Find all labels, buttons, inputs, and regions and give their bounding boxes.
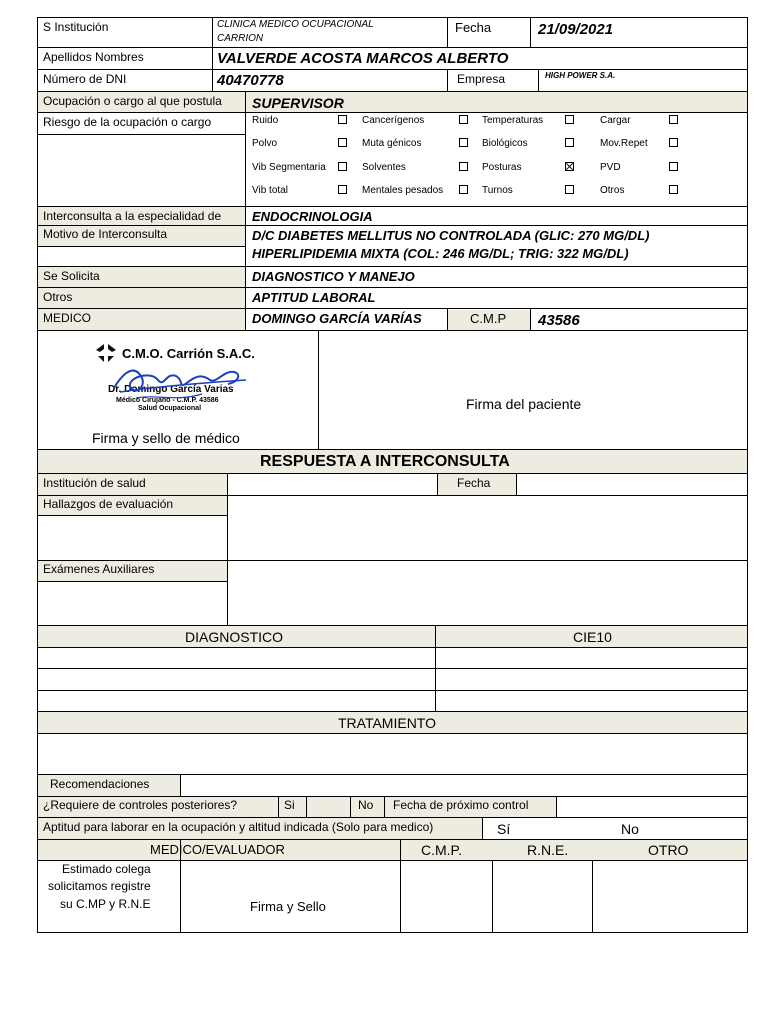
rule-h xyxy=(37,134,245,135)
risk-label: Biológicos xyxy=(482,138,528,149)
note-line1: Estimado colega xyxy=(62,862,151,876)
dni-value: 40470778 xyxy=(217,72,284,89)
tratamiento-label: TRATAMIENTO xyxy=(338,715,436,731)
rule-v xyxy=(482,817,483,839)
rule-v xyxy=(306,796,307,817)
proximo-control-label: Fecha de próximo control xyxy=(393,798,529,812)
firma-paciente-caption: Firma del paciente xyxy=(466,396,582,412)
rule-h xyxy=(37,647,748,648)
rule-v xyxy=(180,774,181,796)
institucion-salud-label: Institución de salud xyxy=(43,476,146,490)
stamp-doctor: Dr. Domingo García Varias xyxy=(108,384,234,395)
risk-checkbox[interactable] xyxy=(338,162,347,171)
risk-checkbox[interactable] xyxy=(459,185,468,194)
risk-label: Mentales pesados xyxy=(362,185,444,196)
rule-h xyxy=(37,308,748,309)
rule-h xyxy=(37,774,748,775)
rule-v xyxy=(447,69,448,91)
risk-checkbox[interactable] xyxy=(459,162,468,171)
rule-h xyxy=(37,625,748,626)
examenes-label: Exámenes Auxiliares xyxy=(43,562,155,576)
rule-h xyxy=(37,711,748,712)
shade-diagnostico xyxy=(37,626,747,648)
rule-v xyxy=(516,473,517,495)
firma-medico-caption: Firma y sello de médico xyxy=(92,430,240,446)
rule-h xyxy=(37,449,748,450)
risk-checkbox[interactable] xyxy=(565,138,574,147)
rule-h xyxy=(37,796,748,797)
risk-label: Polvo xyxy=(252,138,278,149)
medico-label: MEDICO xyxy=(43,311,91,325)
shade-evaluador-header xyxy=(37,840,747,861)
risk-checkbox[interactable] xyxy=(459,115,468,124)
rule-v xyxy=(447,308,448,330)
rule-h xyxy=(37,473,748,474)
cie10-label: CIE10 xyxy=(573,629,612,645)
risk-label: Cargar xyxy=(600,115,631,126)
rule-h xyxy=(37,69,748,70)
risk-checkbox[interactable] xyxy=(565,115,574,124)
rule-h xyxy=(37,225,748,226)
institucion-value-line1: CLINICA MEDICO OCUPACIONAL xyxy=(217,19,374,30)
aptitud-si[interactable]: Sí xyxy=(497,821,511,837)
risk-label: Ruido xyxy=(252,115,279,126)
motivo-line1: D/C DIABETES MELLITUS NO CONTROLADA (GLIC: 270 MG/DL) xyxy=(252,228,650,243)
solicita-label: Se Solicita xyxy=(43,269,100,283)
aptitud-label: Aptitud para laborar en la ocupación y altitud indicada (Solo para medico) xyxy=(43,820,434,834)
rule-v xyxy=(556,796,557,817)
risk-checkbox[interactable] xyxy=(669,138,678,147)
risk-checkbox[interactable] xyxy=(669,162,678,171)
apellidos-label: Apellidos Nombres xyxy=(43,50,144,64)
rule-h xyxy=(37,817,748,818)
rule-h xyxy=(37,330,748,331)
note-line2: solicitamos registre xyxy=(48,879,151,893)
rule-h xyxy=(37,560,748,561)
empresa-label: Empresa xyxy=(457,72,506,86)
respuesta-title: RESPUESTA A INTERCONSULTA xyxy=(260,453,510,470)
empresa-value: HIGH POWER S.A. xyxy=(545,71,616,80)
hallazgos-label: Hallazgos de evaluación xyxy=(43,497,174,511)
rule-v xyxy=(492,860,493,933)
cmp-resp-label: C.M.P. xyxy=(421,842,462,858)
apellidos-value: VALVERDE ACOSTA MARCOS ALBERTO xyxy=(217,50,509,67)
fecha-resp-label: Fecha xyxy=(457,476,491,490)
cmp-value: 43586 xyxy=(538,312,580,329)
rule-h xyxy=(37,690,748,691)
stamp-line3: Salud Ocupacional xyxy=(138,405,202,412)
risk-checkbox[interactable] xyxy=(459,138,468,147)
recomendaciones-label: Recomendaciones xyxy=(50,777,150,791)
rule-v xyxy=(435,625,436,711)
risk-label: Muta génicos xyxy=(362,138,422,149)
medico-value: DOMINGO GARCÍA VARÍAS xyxy=(252,311,422,326)
stamp-line2: Médico Cirujano - C.M.P. 43586 xyxy=(116,397,219,404)
risk-checkbox[interactable] xyxy=(338,115,347,124)
medico-evaluador-label: MEDICO/EVALUADOR xyxy=(150,842,285,857)
si-label: Si xyxy=(284,798,295,812)
institucion-label: S Institución xyxy=(43,20,109,34)
controles-label: ¿Requiere de controles posteriores? xyxy=(43,798,238,812)
solicita-value: DIAGNOSTICO Y MANEJO xyxy=(252,269,415,284)
rule-v xyxy=(530,308,531,330)
otros-label: Otros xyxy=(43,290,73,304)
risk-label: Cancerígenos xyxy=(362,115,425,126)
diagnostico-label: DIAGNOSTICO xyxy=(185,629,284,645)
risk-label: Mov.Repet xyxy=(600,138,648,149)
border-top xyxy=(37,17,748,18)
no-label: No xyxy=(358,798,374,812)
rule-v xyxy=(530,17,531,47)
rule-h xyxy=(37,112,748,113)
motivo-line2: HIPERLIPIDEMIA MIXTA (COL: 246 MG/DL; TRIG: 322 MG/DL) xyxy=(252,246,629,261)
risk-checkbox[interactable] xyxy=(669,185,678,194)
rule-h xyxy=(37,266,748,267)
risk-checkbox[interactable] xyxy=(338,185,347,194)
fecha-label: Fecha xyxy=(455,20,492,35)
riesgo-label: Riesgo de la ocupación o cargo xyxy=(43,115,212,129)
rule-v xyxy=(350,796,351,817)
cmp-label: C.M.P xyxy=(470,311,507,326)
risk-label: Temperaturas xyxy=(482,115,544,126)
rule-h xyxy=(37,246,245,247)
rule-v xyxy=(592,860,593,933)
rule-h xyxy=(37,581,227,582)
rne-label: R.N.E. xyxy=(527,842,569,858)
rule-h xyxy=(37,495,748,496)
risk-checkbox[interactable] xyxy=(565,162,574,171)
ocupacion-value: SUPERVISOR xyxy=(252,95,344,111)
rule-v xyxy=(437,473,438,495)
rule-h xyxy=(37,206,748,207)
motivo-label: Motivo de Interconsulta xyxy=(43,227,168,241)
risk-checkbox[interactable] xyxy=(669,115,678,124)
rule-v xyxy=(278,796,279,817)
ocupacion-label: Ocupación o cargo al que postula xyxy=(43,94,222,108)
risk-label: Vib total xyxy=(252,185,288,196)
fecha-value: 21/09/2021 xyxy=(538,21,614,38)
risk-label: PVD xyxy=(600,162,621,173)
aptitud-no[interactable]: No xyxy=(621,821,639,837)
rule-v xyxy=(227,473,228,626)
rule-h xyxy=(37,515,227,516)
risk-label: Vib Segmentaria xyxy=(252,162,326,173)
risk-checkbox[interactable] xyxy=(338,138,347,147)
especialidad-value: ENDOCRINOLOGIA xyxy=(252,209,373,224)
rule-v xyxy=(384,796,385,817)
border-bottom xyxy=(37,932,748,933)
rule-v xyxy=(318,330,319,449)
rule-v xyxy=(447,17,448,47)
rule-h xyxy=(37,860,748,861)
dni-label: Número de DNI xyxy=(43,72,127,86)
rule-v xyxy=(400,839,401,933)
otro-label: OTRO xyxy=(648,842,689,858)
rule-h xyxy=(37,839,748,840)
rule-h xyxy=(37,47,748,48)
risk-label: Posturas xyxy=(482,162,522,173)
rule-h xyxy=(37,668,748,669)
otros-value: APTITUD LABORAL xyxy=(252,290,376,305)
institucion-value-line2: CARRION xyxy=(217,33,264,44)
risk-label: Solventes xyxy=(362,162,406,173)
especialidad-label: Interconsulta a la especialidad de xyxy=(43,209,222,223)
stamp-company: C.M.O. Carrión S.A.C. xyxy=(122,346,255,361)
rule-v xyxy=(212,17,213,47)
risk-label: Otros xyxy=(600,185,625,196)
rule-h xyxy=(37,733,748,734)
note-line3: su C.MP y R.N.E xyxy=(60,897,151,911)
doctor-stamp xyxy=(80,336,280,424)
rule-h xyxy=(37,287,748,288)
risk-label: Turnos xyxy=(482,185,513,196)
rule-h xyxy=(37,91,748,92)
rule-v xyxy=(245,91,246,330)
firma-sello-label: Firma y Sello xyxy=(250,899,326,914)
rule-v xyxy=(212,47,213,91)
signature-icon xyxy=(106,358,256,408)
risk-checkbox[interactable] xyxy=(565,185,574,194)
rule-v xyxy=(538,69,539,91)
